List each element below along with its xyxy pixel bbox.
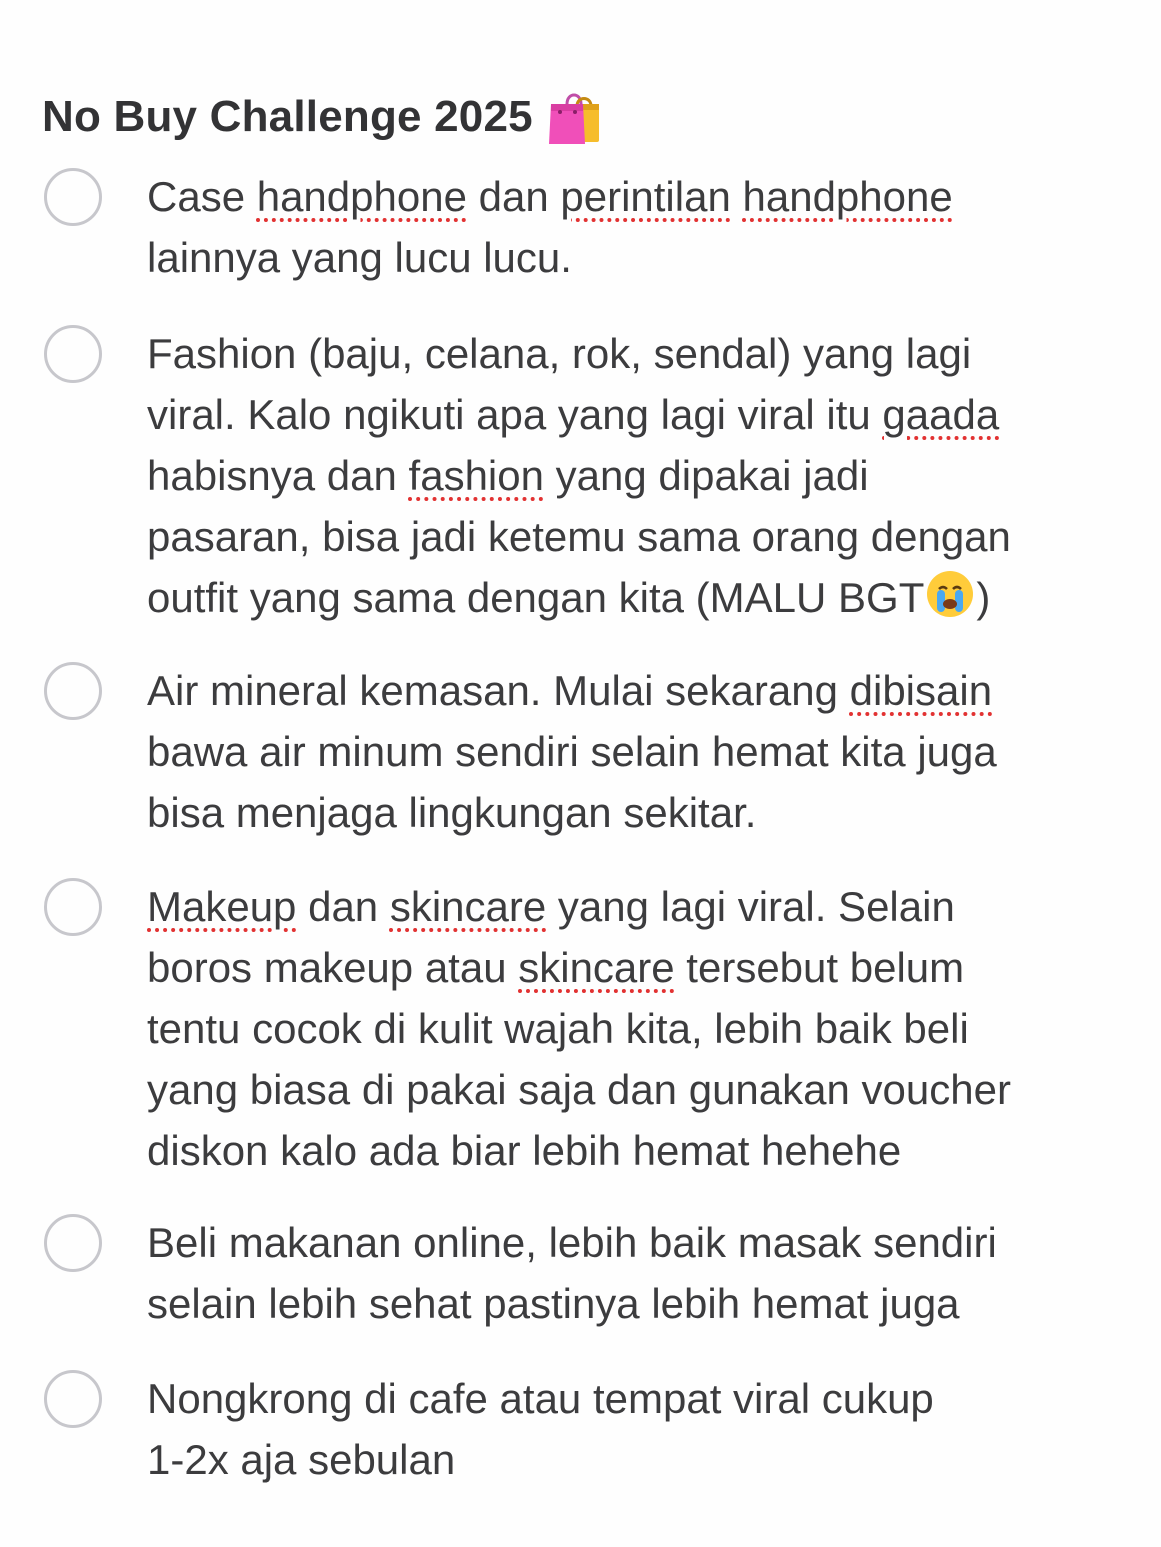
misspelled-word: Makeup: [147, 883, 297, 930]
checkbox[interactable]: [44, 662, 102, 720]
misspelled-word: handphone: [256, 173, 467, 220]
misspelled-word: skincare: [389, 883, 547, 930]
item-text[interactable]: Fashion (baju, celana, rok, sendal) yang lagi viral. Kalo ngikuti apa yang lagi viral itu gaada habisnya dan fashion yang dipakai jadi pasaran, bisa jadi ketemu sama orang dengan outfit yang sama dengan kita (MALU BGT ): [147, 330, 1011, 621]
checkbox[interactable]: [44, 878, 102, 936]
misspelled-word: dibisain: [849, 667, 993, 714]
item-text[interactable]: Case handphone dan perintilan handphone lainnya yang lucu lucu.: [147, 173, 953, 281]
misspelled-word: perintilan: [560, 173, 731, 220]
note-title: [42, 88, 603, 146]
note-title-text: No Buy Challenge 2025: [42, 92, 533, 141]
misspelled-word: handphone: [742, 173, 953, 220]
checkbox[interactable]: [44, 1370, 102, 1428]
checkbox[interactable]: [44, 1214, 102, 1272]
item-text[interactable]: Air mineral kemasan. Mulai sekarang dibisain bawa air minum sendiri selain hemat kita juga bisa menjaga lingkungan sekitar.: [147, 667, 997, 836]
checkbox[interactable]: [44, 325, 102, 383]
misspelled-word: skincare: [518, 944, 675, 991]
crying-face-icon: [924, 568, 976, 620]
shopping-bags-icon: [547, 88, 603, 146]
item-text[interactable]: Beli makanan online, lebih baik masak sendiri selain lebih sehat pastinya lebih hemat juga: [147, 1219, 997, 1327]
misspelled-word: fashion: [408, 452, 544, 499]
item-text[interactable]: Nongkrong di cafe atau tempat viral cukup 1-2x aja sebulan: [147, 1375, 934, 1483]
item-text[interactable]: Makeup dan skincare yang lagi viral. Selain boros makeup atau skincare tersebut belum tentu cocok di kulit wajah kita, lebih baik beli yang biasa di pakai saja dan gunakan voucher diskon kalo ada biar lebih hemat hehehe: [147, 883, 1011, 1174]
checkbox[interactable]: [44, 168, 102, 226]
misspelled-word: gaada: [882, 391, 1000, 438]
